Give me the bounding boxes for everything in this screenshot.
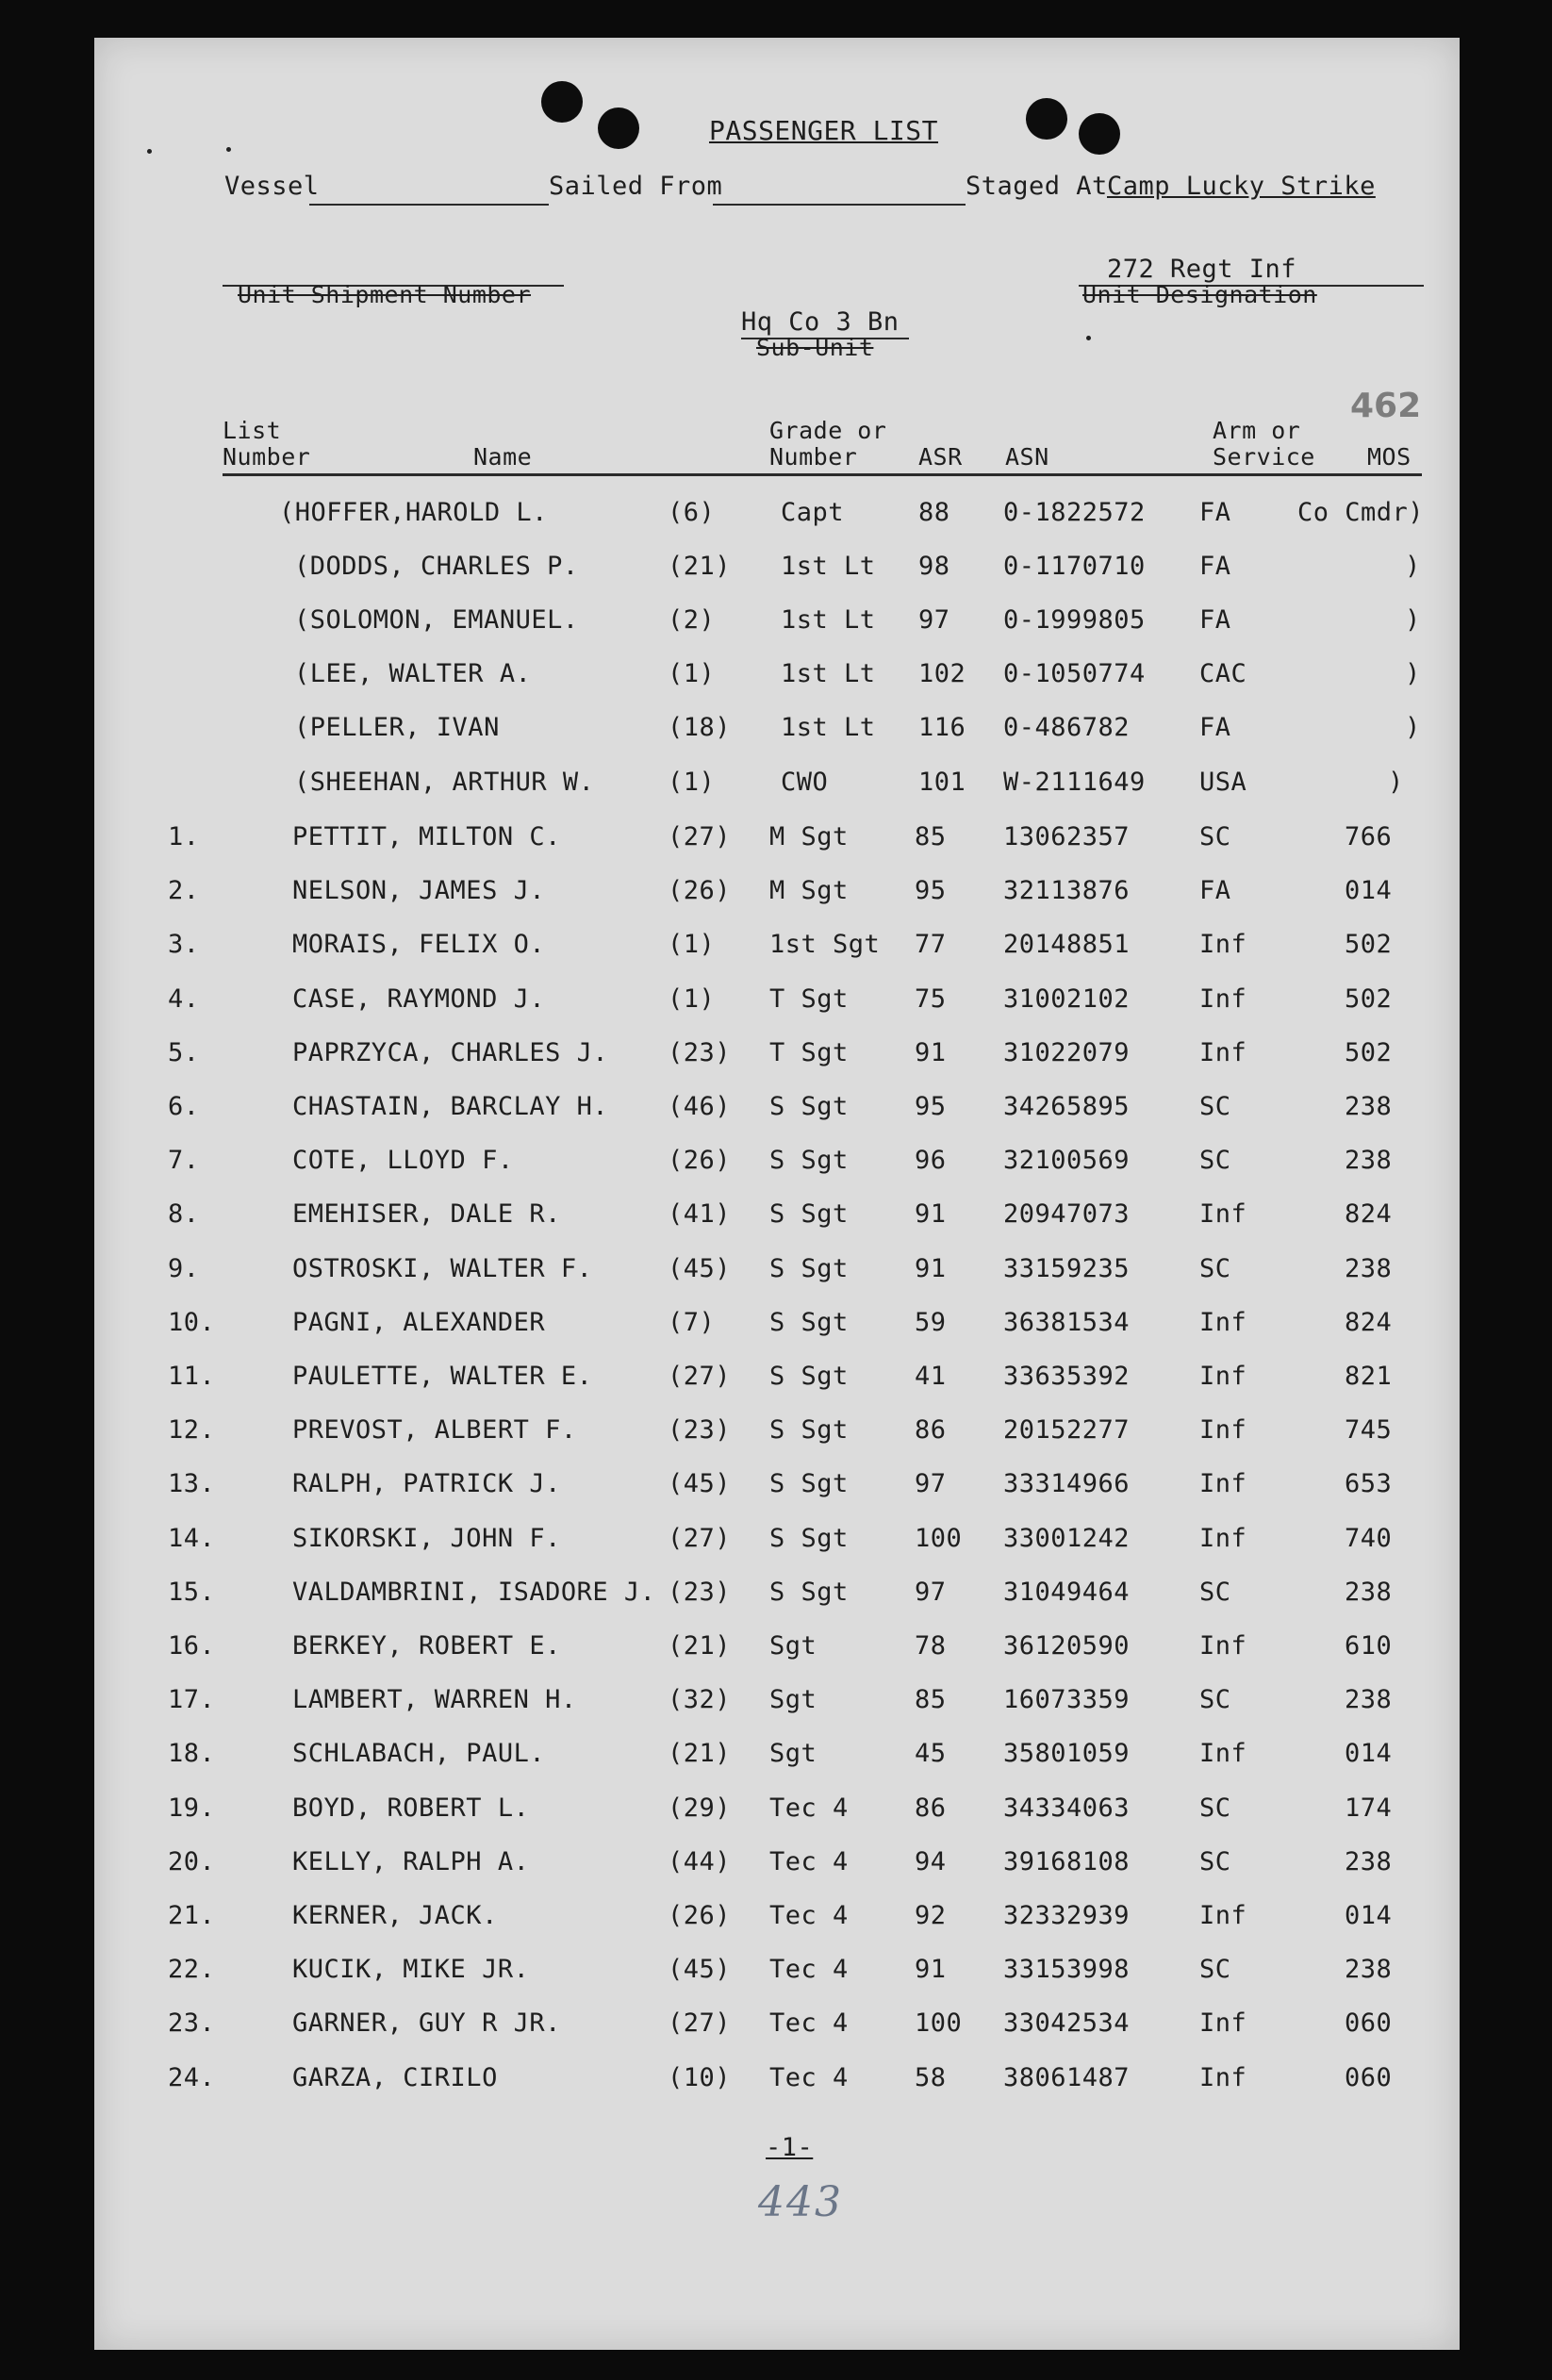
soldier-asn: 32332939 [1003, 1901, 1131, 1930]
soldier-grade: Tec 4 [769, 1955, 849, 1984]
soldier-asr: 91 [915, 1254, 947, 1283]
soldier-number: (32) [668, 1685, 732, 1714]
soldier-arm: Inf [1199, 2008, 1247, 2038]
soldier-name: PREVOST, ALBERT F. [292, 1415, 577, 1445]
list-number: 21. [168, 1901, 216, 1930]
soldier-asr: 86 [915, 1793, 947, 1823]
officer-arm: USA [1199, 768, 1247, 797]
officer-arm: FA [1199, 605, 1231, 635]
soldier-name: SIKORSKI, JOHN F. [292, 1524, 561, 1553]
soldier-asr: 95 [915, 1092, 947, 1121]
soldier-asn: 33314966 [1003, 1469, 1131, 1498]
col-mos: MOS [1367, 443, 1412, 471]
soldier-arm: SC [1199, 1955, 1231, 1984]
soldier-asr: 97 [915, 1578, 947, 1607]
list-number: 5. [168, 1038, 200, 1067]
page-number: -1- [766, 2133, 814, 2162]
soldier-asr: 91 [915, 1038, 947, 1067]
soldier-grade: S Sgt [769, 1524, 849, 1553]
soldier-grade: S Sgt [769, 1146, 849, 1175]
soldier-mos: 238 [1345, 1955, 1393, 1984]
soldier-name: RALPH, PATRICK J. [292, 1469, 561, 1498]
col-name: Name [473, 443, 533, 471]
soldier-arm: SC [1199, 1793, 1231, 1823]
soldier-asn: 33042534 [1003, 2008, 1131, 2038]
soldier-arm: SC [1199, 1847, 1231, 1876]
list-number: 19. [168, 1793, 216, 1823]
soldier-mos: 653 [1345, 1469, 1393, 1498]
officer-asr: 116 [918, 713, 966, 742]
soldier-number: (1) [668, 984, 716, 1014]
unit-designation-label: Unit Designation [1082, 281, 1317, 308]
soldier-asr: 91 [915, 1199, 947, 1229]
officer-name: (HOFFER,HAROLD L. [279, 498, 548, 527]
soldier-arm: Inf [1199, 1199, 1247, 1229]
soldier-arm: Inf [1199, 1524, 1247, 1553]
officer-asr: 101 [918, 768, 966, 797]
soldier-name: KERNER, JACK. [292, 1901, 498, 1930]
soldier-name: GARNER, GUY R JR. [292, 2008, 561, 2038]
soldier-grade: Sgt [769, 1739, 817, 1768]
soldier-name: EMEHISER, DALE R. [292, 1199, 561, 1229]
soldier-arm: Inf [1199, 1415, 1247, 1445]
punch-hole [598, 107, 639, 149]
soldier-asr: 41 [915, 1362, 947, 1391]
soldier-mos: 824 [1345, 1308, 1393, 1337]
officer-mos: ) [1405, 713, 1421, 742]
list-number: 3. [168, 930, 200, 959]
soldier-asn: 31022079 [1003, 1038, 1131, 1067]
soldier-name: OSTROSKI, WALTER F. [292, 1254, 593, 1283]
list-number: 2. [168, 876, 200, 905]
soldier-number: (23) [668, 1415, 732, 1445]
sub-unit-label: Sub-Unit [756, 334, 874, 361]
officer-grade: Capt [781, 498, 845, 527]
officer-asn: 0-1170710 [1003, 552, 1146, 581]
vessel-underline [309, 204, 549, 206]
list-number: 9. [168, 1254, 200, 1283]
soldier-grade: Sgt [769, 1685, 817, 1714]
staged-at-label: Staged At [966, 172, 1108, 201]
speck [147, 149, 152, 154]
soldier-number: (44) [668, 1847, 732, 1876]
soldier-mos: 238 [1345, 1578, 1393, 1607]
soldier-grade: S Sgt [769, 1578, 849, 1607]
soldier-arm: Inf [1199, 1308, 1247, 1337]
sub-unit-value: Hq Co 3 Bn [741, 307, 900, 337]
punch-hole [1079, 113, 1120, 155]
soldier-grade: Tec 4 [769, 1847, 849, 1876]
officer-asr: 102 [918, 659, 966, 688]
soldier-arm: SC [1199, 1254, 1231, 1283]
officer-grade: 1st Lt [781, 713, 876, 742]
soldier-number: (26) [668, 1901, 732, 1930]
soldier-grade: 1st Sgt [769, 930, 881, 959]
soldier-arm: SC [1199, 822, 1231, 851]
soldier-arm: SC [1199, 1092, 1231, 1121]
col-asn: ASN [1005, 443, 1049, 471]
officer-asn: 0-1999805 [1003, 605, 1146, 635]
punch-hole [541, 81, 583, 123]
soldier-mos: 745 [1345, 1415, 1393, 1445]
soldier-asn: 32100569 [1003, 1146, 1131, 1175]
soldier-asn: 16073359 [1003, 1685, 1131, 1714]
header-rule [223, 473, 1422, 476]
soldier-name: MORAIS, FELIX O. [292, 930, 546, 959]
soldier-number: (27) [668, 2008, 732, 2038]
officer-asr: 97 [918, 605, 950, 635]
vessel-label: Vessel [224, 172, 320, 201]
list-number: 24. [168, 2063, 216, 2092]
officer-arm: FA [1199, 713, 1231, 742]
soldier-asn: 33159235 [1003, 1254, 1131, 1283]
soldier-number: (41) [668, 1199, 732, 1229]
soldier-mos: 238 [1345, 1847, 1393, 1876]
soldier-grade: M Sgt [769, 822, 849, 851]
soldier-number: (46) [668, 1092, 732, 1121]
handwritten-number: 443 [758, 2178, 843, 2226]
punch-hole [1026, 98, 1067, 140]
officer-number: (6) [668, 498, 716, 527]
col-list-number-2: Number [223, 443, 311, 471]
officer-asn: 0-1050774 [1003, 659, 1146, 688]
soldier-name: BERKEY, ROBERT E. [292, 1631, 561, 1661]
col-arm-2: Service [1213, 443, 1315, 471]
soldier-name: COTE, LLOYD F. [292, 1146, 514, 1175]
list-number: 4. [168, 984, 200, 1014]
officer-arm: CAC [1199, 659, 1247, 688]
soldier-grade: S Sgt [769, 1469, 849, 1498]
soldier-name: CHASTAIN, BARCLAY H. [292, 1092, 609, 1121]
officer-asn: 0-486782 [1003, 713, 1131, 742]
soldier-asr: 91 [915, 1955, 947, 1984]
soldier-asr: 85 [915, 822, 947, 851]
soldier-arm: Inf [1199, 1362, 1247, 1391]
soldier-name: BOYD, ROBERT L. [292, 1793, 530, 1823]
soldier-mos: 014 [1345, 876, 1393, 905]
soldier-asr: 85 [915, 1685, 947, 1714]
soldier-asn: 35801059 [1003, 1739, 1131, 1768]
soldier-mos: 610 [1345, 1631, 1393, 1661]
soldier-grade: Tec 4 [769, 2008, 849, 2038]
soldier-number: (27) [668, 1362, 732, 1391]
col-arm-1: Arm or [1213, 417, 1301, 444]
list-number: 20. [168, 1847, 216, 1876]
col-list-number-1: List [223, 417, 282, 444]
soldier-name: PAPRZYCA, CHARLES J. [292, 1038, 609, 1067]
soldier-asr: 45 [915, 1739, 947, 1768]
soldier-number: (26) [668, 876, 732, 905]
soldier-number: (26) [668, 1146, 732, 1175]
soldier-asr: 96 [915, 1146, 947, 1175]
officer-arm: FA [1199, 552, 1231, 581]
officer-grade: 1st Lt [781, 605, 876, 635]
soldier-name: PAGNI, ALEXANDER [292, 1308, 546, 1337]
soldier-asn: 36120590 [1003, 1631, 1131, 1661]
stamp-number: 462 [1350, 387, 1422, 425]
soldier-number: (27) [668, 822, 732, 851]
soldier-number: (21) [668, 1739, 732, 1768]
soldier-mos: 060 [1345, 2063, 1393, 2092]
list-number: 15. [168, 1578, 216, 1607]
soldier-asn: 33635392 [1003, 1362, 1131, 1391]
officer-arm: FA [1199, 498, 1231, 527]
soldier-asr: 75 [915, 984, 947, 1014]
soldier-grade: S Sgt [769, 1362, 849, 1391]
soldier-grade: M Sgt [769, 876, 849, 905]
list-number: 1. [168, 822, 200, 851]
officer-mos: ) [1388, 768, 1404, 797]
soldier-asn: 13062357 [1003, 822, 1131, 851]
soldier-mos: 238 [1345, 1254, 1393, 1283]
soldier-number: (1) [668, 930, 716, 959]
sailed-from-underline [713, 204, 966, 206]
officer-name: (SOLOMON, EMANUEL. [294, 605, 579, 635]
page-title: PASSENGER LIST [709, 115, 939, 146]
list-number: 17. [168, 1685, 216, 1714]
soldier-mos: 060 [1345, 2008, 1393, 2038]
soldier-asr: 59 [915, 1308, 947, 1337]
soldier-arm: Inf [1199, 984, 1247, 1014]
list-number: 16. [168, 1631, 216, 1661]
soldier-mos: 740 [1345, 1524, 1393, 1553]
soldier-arm: Inf [1199, 930, 1247, 959]
officer-number: (18) [668, 713, 732, 742]
soldier-name: VALDAMBRINI, ISADORE J. [292, 1578, 656, 1607]
officer-grade: 1st Lt [781, 659, 876, 688]
officer-grade: 1st Lt [781, 552, 876, 581]
officer-mos: ) [1405, 552, 1421, 581]
officer-name: (LEE, WALTER A. [294, 659, 532, 688]
soldier-name: CASE, RAYMOND J. [292, 984, 546, 1014]
soldier-asr: 58 [915, 2063, 947, 2092]
list-number: 14. [168, 1524, 216, 1553]
soldier-number: (23) [668, 1038, 732, 1067]
soldier-asn: 20148851 [1003, 930, 1131, 959]
soldier-asn: 33001242 [1003, 1524, 1131, 1553]
soldier-mos: 824 [1345, 1199, 1393, 1229]
soldier-grade: Tec 4 [769, 1793, 849, 1823]
soldier-asn: 33153998 [1003, 1955, 1131, 1984]
officer-number: (1) [668, 768, 716, 797]
soldier-arm: Inf [1199, 1038, 1247, 1067]
officer-mos: Co Cmdr) [1297, 498, 1425, 527]
soldier-asn: 36381534 [1003, 1308, 1131, 1337]
soldier-asr: 100 [915, 1524, 963, 1553]
soldier-grade: S Sgt [769, 1415, 849, 1445]
soldier-asr: 97 [915, 1469, 947, 1498]
soldier-asn: 20152277 [1003, 1415, 1131, 1445]
soldier-mos: 174 [1345, 1793, 1393, 1823]
soldier-grade: Sgt [769, 1631, 817, 1661]
staged-at-value: Camp Lucky Strike [1107, 172, 1376, 201]
list-number: 12. [168, 1415, 216, 1445]
officer-grade: CWO [781, 768, 829, 797]
soldier-asr: 100 [915, 2008, 963, 2038]
soldier-number: (21) [668, 1631, 732, 1661]
soldier-asr: 92 [915, 1901, 947, 1930]
soldier-mos: 502 [1345, 930, 1393, 959]
officer-mos: ) [1405, 605, 1421, 635]
list-number: 7. [168, 1146, 200, 1175]
soldier-arm: Inf [1199, 2063, 1247, 2092]
soldier-asn: 31049464 [1003, 1578, 1131, 1607]
soldier-asn: 31002102 [1003, 984, 1131, 1014]
soldier-name: KUCIK, MIKE JR. [292, 1955, 530, 1984]
soldier-grade: S Sgt [769, 1308, 849, 1337]
officer-mos: ) [1405, 659, 1421, 688]
officer-name: (DODDS, CHARLES P. [294, 552, 579, 581]
soldier-grade: T Sgt [769, 984, 849, 1014]
soldier-name: NELSON, JAMES J. [292, 876, 546, 905]
soldier-asn: 34334063 [1003, 1793, 1131, 1823]
sailed-from-label: Sailed From [549, 172, 723, 201]
soldier-mos: 238 [1345, 1146, 1393, 1175]
officer-asr: 88 [918, 498, 950, 527]
list-number: 23. [168, 2008, 216, 2038]
soldier-arm: FA [1199, 876, 1231, 905]
officer-number: (1) [668, 659, 716, 688]
soldier-mos: 502 [1345, 984, 1393, 1014]
unit-shipment-label: Unit Shipment Number [238, 281, 532, 308]
soldier-name: LAMBERT, WARREN H. [292, 1685, 577, 1714]
soldier-arm: Inf [1199, 1631, 1247, 1661]
list-number: 6. [168, 1092, 200, 1121]
list-number: 11. [168, 1362, 216, 1391]
speck [1086, 336, 1091, 340]
soldier-arm: Inf [1199, 1469, 1247, 1498]
officer-asr: 98 [918, 552, 950, 581]
soldier-number: (10) [668, 2063, 732, 2092]
soldier-name: KELLY, RALPH A. [292, 1847, 530, 1876]
soldier-asn: 20947073 [1003, 1199, 1131, 1229]
soldier-arm: Inf [1199, 1739, 1247, 1768]
soldier-asr: 77 [915, 930, 947, 959]
soldier-grade: S Sgt [769, 1092, 849, 1121]
soldier-grade: Tec 4 [769, 2063, 849, 2092]
soldier-arm: Inf [1199, 1901, 1247, 1930]
officer-asn: W-2111649 [1003, 768, 1146, 797]
soldier-asr: 94 [915, 1847, 947, 1876]
soldier-asr: 95 [915, 876, 947, 905]
soldier-grade: S Sgt [769, 1199, 849, 1229]
list-number: 22. [168, 1955, 216, 1984]
col-grade-2: Number [769, 443, 858, 471]
soldier-name: PAULETTE, WALTER E. [292, 1362, 593, 1391]
soldier-number: (23) [668, 1578, 732, 1607]
soldier-name: SCHLABACH, PAUL. [292, 1739, 546, 1768]
soldier-number: (27) [668, 1524, 732, 1553]
list-number: 10. [168, 1308, 216, 1337]
soldier-mos: 821 [1345, 1362, 1393, 1391]
soldier-mos: 502 [1345, 1038, 1393, 1067]
soldier-mos: 014 [1345, 1739, 1393, 1768]
soldier-asr: 78 [915, 1631, 947, 1661]
unit-designation-value: 272 Regt Inf [1107, 255, 1297, 284]
soldier-mos: 238 [1345, 1685, 1393, 1714]
document-sheet [94, 38, 1460, 2350]
col-grade-1: Grade or [769, 417, 887, 444]
soldier-mos: 238 [1345, 1092, 1393, 1121]
soldier-asn: 38061487 [1003, 2063, 1131, 2092]
soldier-grade: T Sgt [769, 1038, 849, 1067]
list-number: 13. [168, 1469, 216, 1498]
officer-asn: 0-1822572 [1003, 498, 1146, 527]
soldier-number: (29) [668, 1793, 732, 1823]
soldier-number: (45) [668, 1955, 732, 1984]
soldier-number: (45) [668, 1469, 732, 1498]
soldier-number: (7) [668, 1308, 716, 1337]
soldier-asr: 86 [915, 1415, 947, 1445]
list-number: 8. [168, 1199, 200, 1229]
soldier-asn: 32113876 [1003, 876, 1131, 905]
soldier-arm: SC [1199, 1685, 1231, 1714]
officer-name: (PELLER, IVAN [294, 713, 500, 742]
soldier-name: GARZA, CIRILO [292, 2063, 498, 2092]
officer-number: (21) [668, 552, 732, 581]
soldier-arm: SC [1199, 1146, 1231, 1175]
soldier-arm: SC [1199, 1578, 1231, 1607]
soldier-asn: 39168108 [1003, 1847, 1131, 1876]
officer-number: (2) [668, 605, 716, 635]
soldier-mos: 014 [1345, 1901, 1393, 1930]
soldier-mos: 766 [1345, 822, 1393, 851]
list-number: 18. [168, 1739, 216, 1768]
soldier-grade: Tec 4 [769, 1901, 849, 1930]
soldier-name: PETTIT, MILTON C. [292, 822, 561, 851]
speck [226, 147, 231, 152]
soldier-number: (45) [668, 1254, 732, 1283]
soldier-asn: 34265895 [1003, 1092, 1131, 1121]
soldier-grade: S Sgt [769, 1254, 849, 1283]
col-asr: ASR [918, 443, 963, 471]
officer-name: (SHEEHAN, ARTHUR W. [294, 768, 595, 797]
